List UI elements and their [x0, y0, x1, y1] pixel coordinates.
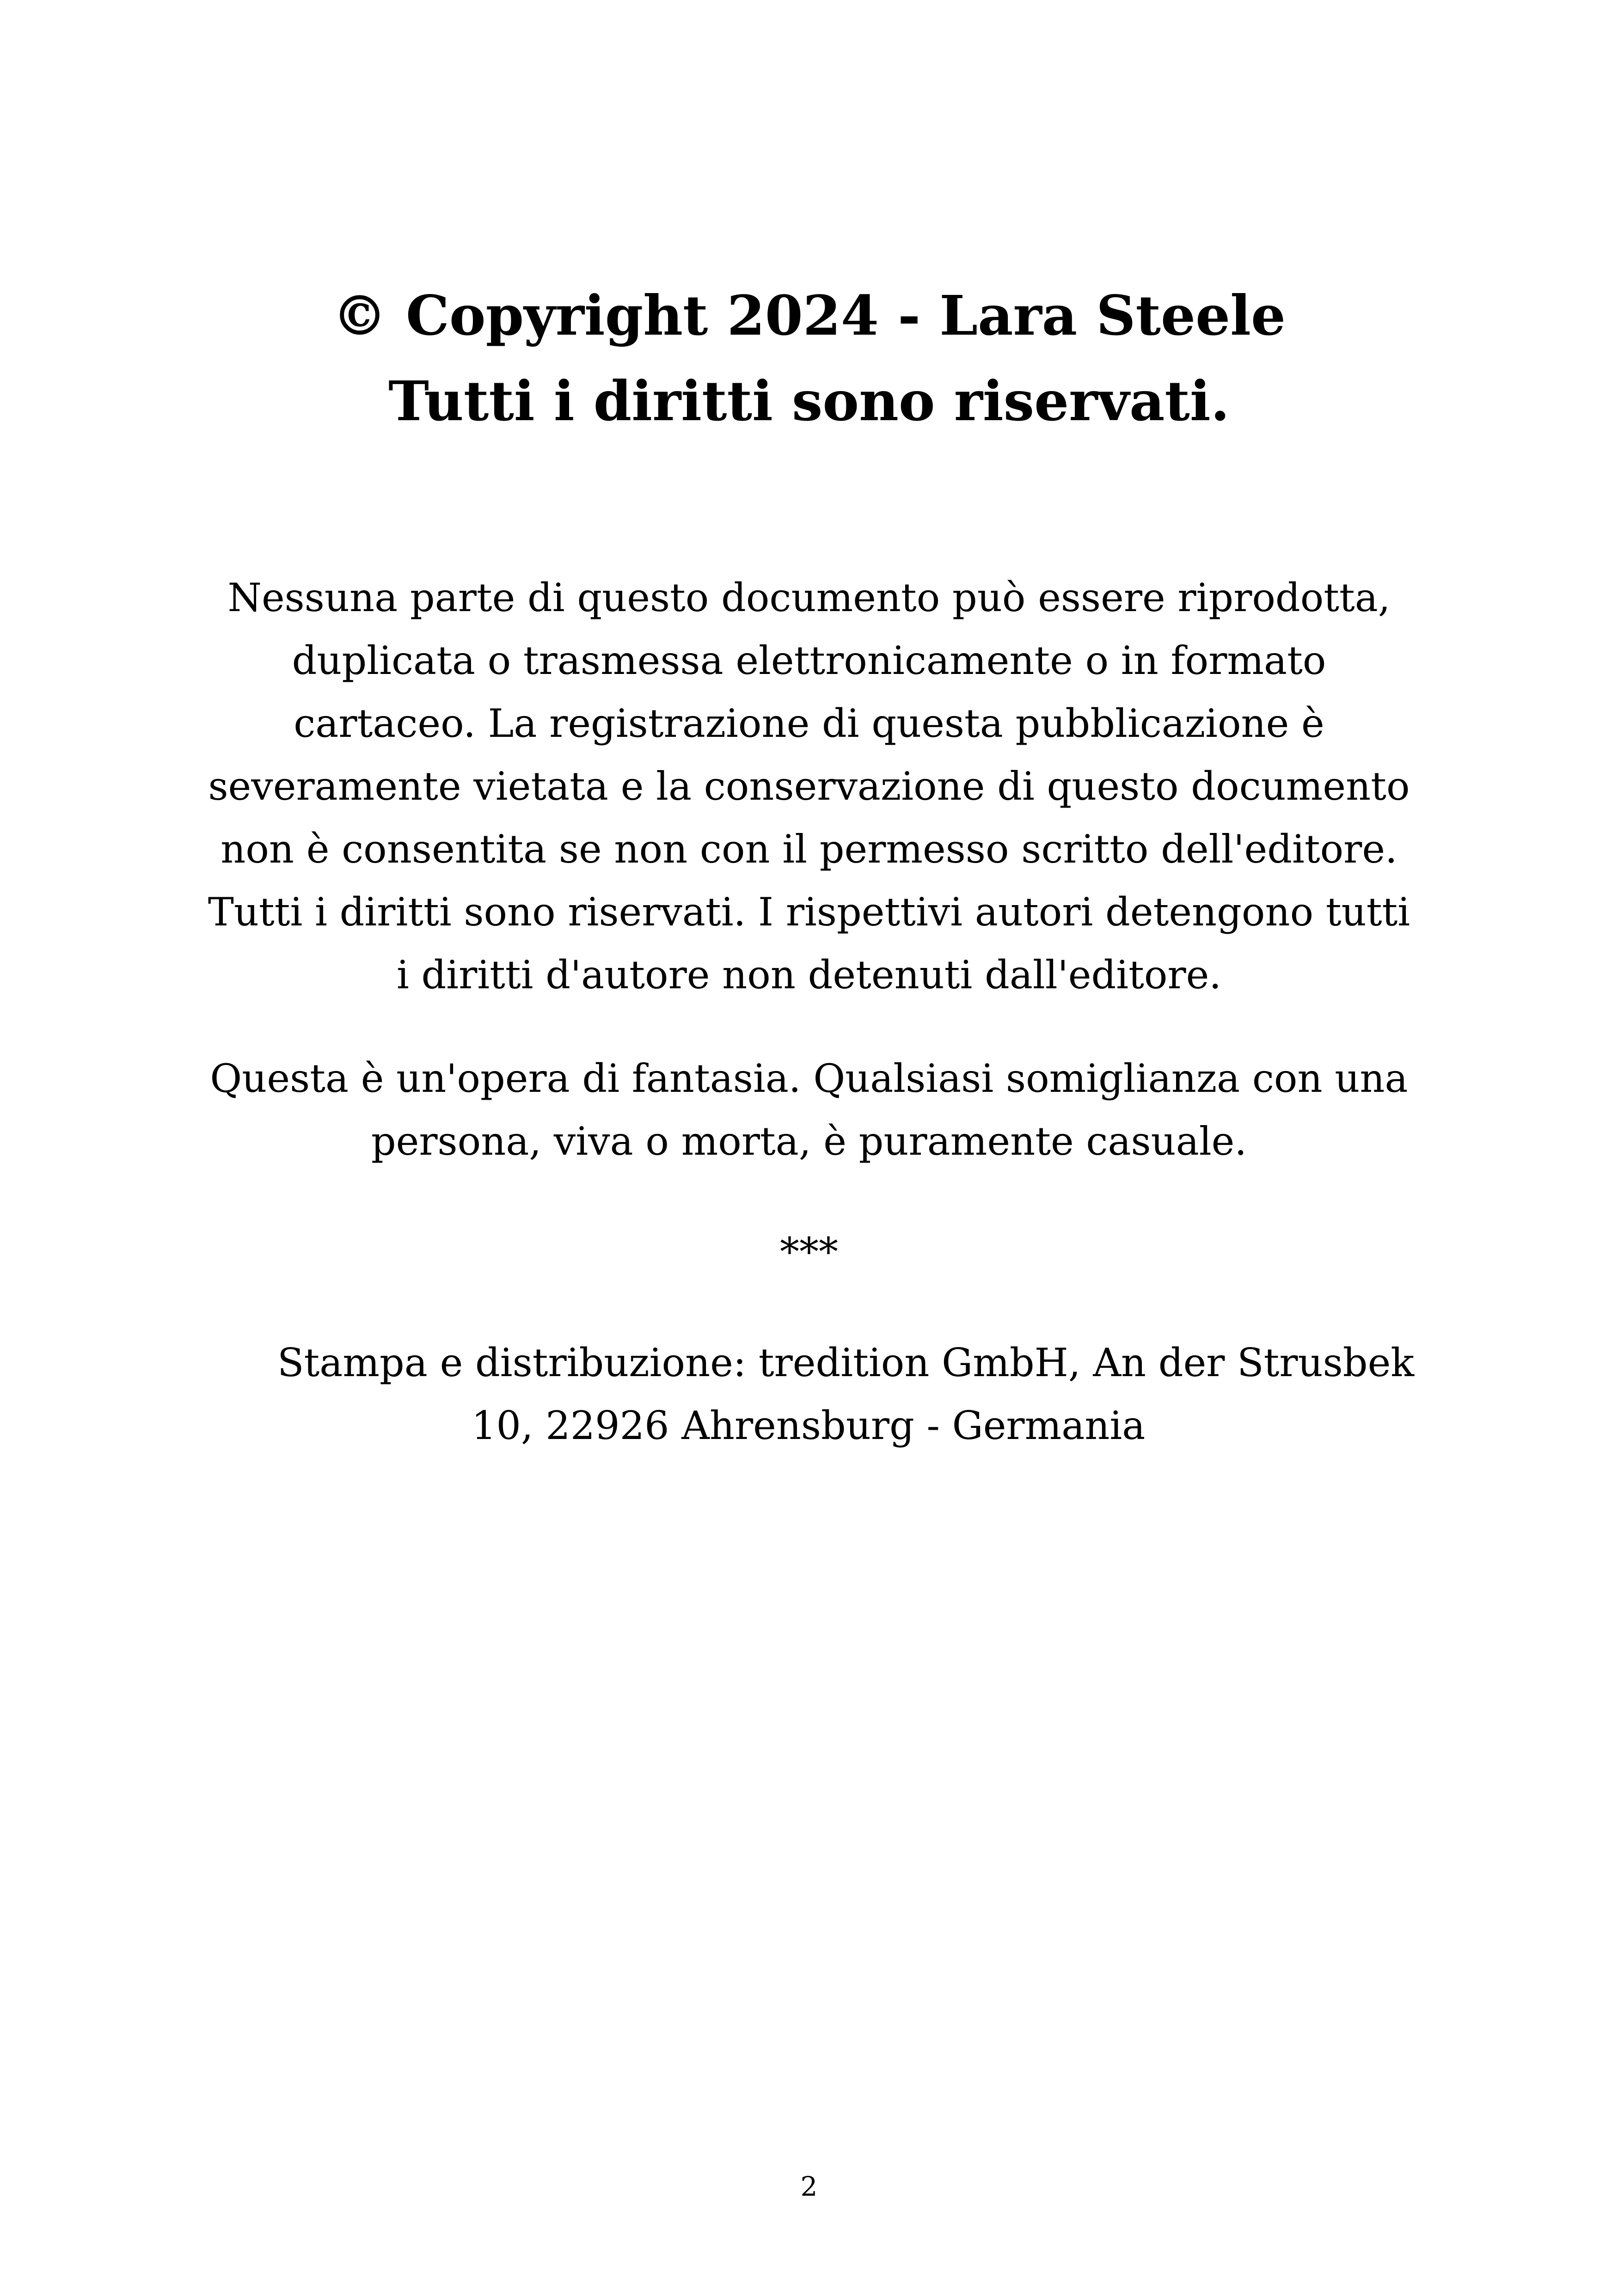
imprint-line-2: 10, 22926 Ahrensburg - Germania: [472, 1403, 1146, 1448]
imprint-line-1: Stampa e distribuzione: tredition GmbH, An der Strusbek: [277, 1340, 1415, 1385]
copyright-heading: [0, 273, 1618, 444]
all-rights-reserved-line: Tutti i diritti sono riservati.: [388, 369, 1230, 433]
section-separator: ***: [780, 1229, 838, 1274]
paragraph-line: Questa è un'opera di fantasia. Qualsiasi somiglianza con una: [210, 1056, 1408, 1101]
paragraph-line: cartaceo. La registrazione di questa pubblicazione è: [294, 701, 1324, 746]
paragraph-line: severamente vietata e la conservazione di questo documento: [208, 764, 1410, 809]
paragraph-line: non è consentita se non con il permesso scritto dell'editore.: [221, 827, 1397, 872]
paragraph-line: Nessuna parte di questo documento può essere riprodotta,: [227, 575, 1391, 620]
page-number: 2: [800, 2171, 818, 2202]
printer-imprint: [277, 1331, 1414, 1457]
rights-notice-paragraph: [203, 566, 1415, 1006]
copyright-line: © Copyright 2024 - Lara Steele: [332, 283, 1286, 348]
paragraph-line: persona, viva o morta, è puramente casuale.: [371, 1119, 1247, 1164]
paragraph-line: i diritti d'autore non detenuti dall'editore.: [396, 952, 1222, 998]
paragraph-line: duplicata o trasmessa elettronicamente o in formato: [292, 638, 1326, 683]
paragraph-line: Tutti i diritti sono riservati. I rispettivi autori detengono tutti: [208, 889, 1410, 935]
fiction-disclaimer-paragraph: [203, 1047, 1415, 1173]
